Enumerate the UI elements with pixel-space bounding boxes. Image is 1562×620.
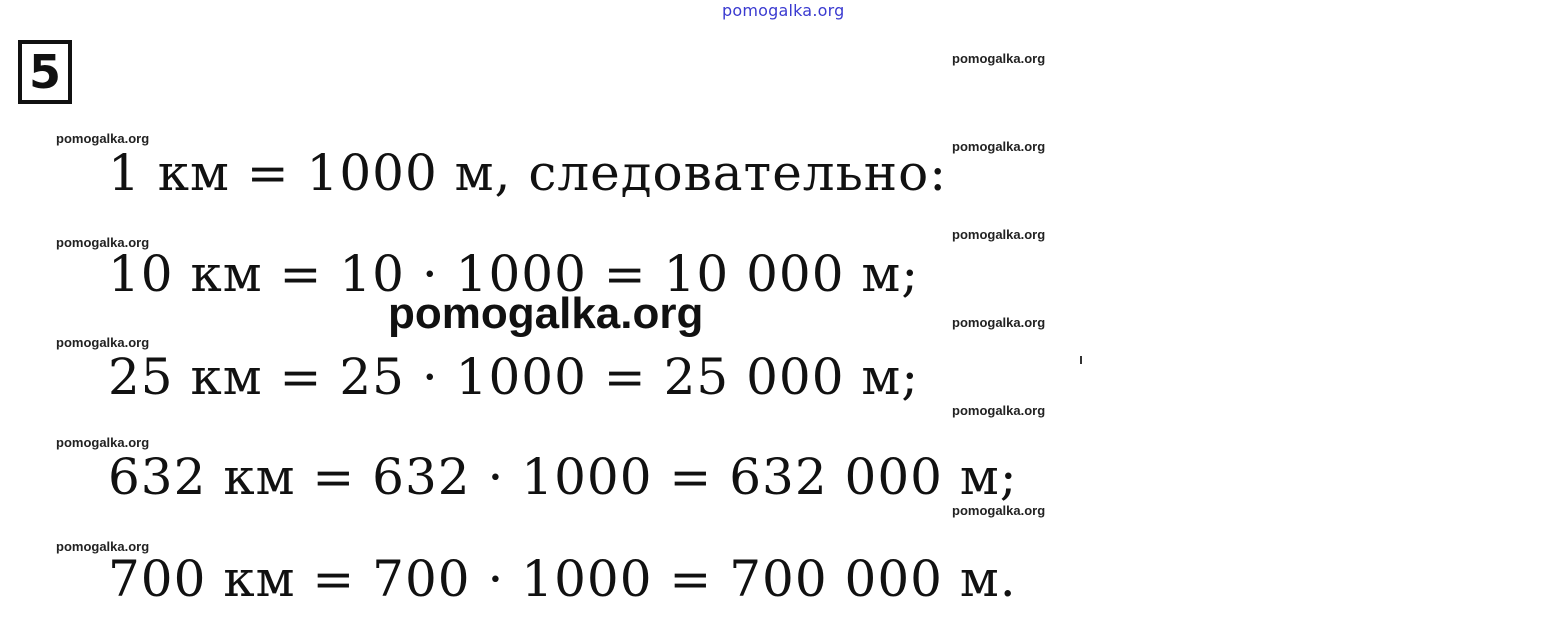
watermark-right-4: pomogalka.org — [952, 315, 1046, 330]
watermark-left-5: pomogalka.org — [56, 539, 150, 554]
watermark-right-3: pomogalka.org — [952, 227, 1046, 242]
solution-line-3: 25 км = 25 · 1000 = 25 000 м; — [108, 348, 920, 406]
watermark-right-1: pomogalka.org — [952, 51, 1046, 66]
large-watermark: pomogalka.org — [388, 289, 704, 338]
watermark-right-2: pomogalka.org — [952, 139, 1046, 154]
solution-line-4: 632 км = 632 · 1000 = 632 000 м; — [108, 448, 1018, 506]
watermark-left-1: pomogalka.org — [56, 131, 150, 146]
watermark-left-3: pomogalka.org — [56, 335, 150, 350]
watermark-right-6: pomogalka.org — [952, 503, 1046, 518]
solution-line-2: 10 км = 10 · 1000 = 10 000 м; — [108, 245, 920, 303]
watermark-right-5: pomogalka.org — [952, 403, 1046, 418]
stray-mark — [1080, 356, 1082, 364]
solution-line-1: 1 км = 1000 м, следовательно: — [108, 144, 948, 202]
top-watermark: pomogalka.org — [722, 1, 845, 20]
watermark-left-4: pomogalka.org — [56, 435, 150, 450]
solution-line-5: 700 км = 700 · 1000 = 700 000 м. — [108, 550, 1017, 608]
task-number: 5 — [18, 40, 72, 104]
watermark-left-2: pomogalka.org — [56, 235, 150, 250]
